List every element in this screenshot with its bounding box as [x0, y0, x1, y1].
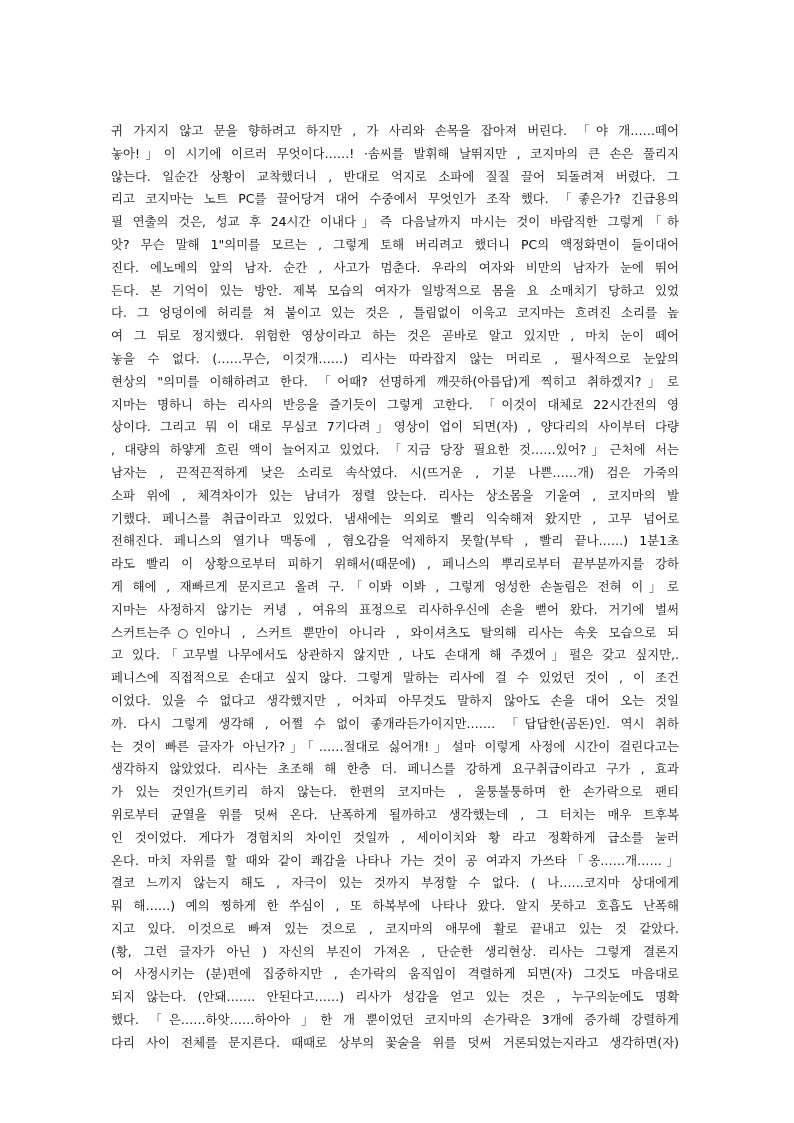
text-line: 남자는 , 끈적끈적하게 낮은 소리로 속삭였다. 시(뜨거운 , 기분 나쁜……개) 검은 가죽의: [111, 464, 679, 480]
text-line: 든다. 본 기억이 있는 방안. 제복 모습의 여자가 일방적으로 몸을 요 소매치기 당하고 있었: [111, 282, 679, 298]
text-line: 결코 느끼지 않는지 해도 , 자극이 있는 것까지 부정할 수 없다. ( 나……코지마 상대에게: [111, 875, 679, 891]
text-line: 스커트는주○인아니 , 스커트 뿐만이 아니라 , 와이셔츠도 탈의해 리사는 속옷 모습으로 되: [111, 624, 679, 640]
text-line: 리고 코지마는 노트 PC를 끌어당겨 대어 수중에서 무엇인가 조작 했다. 「좋은가? 긴급용의: [111, 191, 679, 207]
text-line: 어 사정시키는 (분)편에 집중하지만 , 손가락의 움직임이 격렬하게 되면(자) 그것도 마음대로: [111, 966, 679, 982]
text-line: 지고 있다. 이것으로 빠져 있는 것으로 , 코지마의 애무에 활로 끝내고 있는 것 같았다.: [111, 920, 679, 936]
text-line: 고 있다.「고무벌 나무에서도 상관하지 않지만 , 나도 손대게 해 주겠어」펄은 갖고 싶지만,.: [111, 647, 679, 663]
text-line: 놓을 수 없다. (……무슨, 이것개……) 리사는 따라잡지 않는 머리로 , 필사적으로 눈앞의: [111, 350, 679, 366]
text-line: 이었다. 있을 수 없다고 생각했지만 , 어차피 아무것도 말하지 않아도 손을 대어 오는 것일: [111, 692, 679, 708]
text-line: 전해진다. 페니스의 열기나 맥동에 , 혐오감을 억제하지 못할(부탁 , 빨리 끝나……) 1분1초: [111, 533, 679, 549]
text-line: 필 연출의 것은, 성교 후 24시간 이내다」즉 다음날까지 마시는 것이 바람직한 그렇게「하: [111, 214, 679, 230]
text-line: 가 있는 것인가(트키리 하지 않는다. 한편의 코지마는 , 울퉁불퉁하며 한 손가락으로 팬티: [111, 784, 679, 800]
text-line: 위로부터 균열을 위를 덧써 온다. 난폭하게 될까하고 생각했는데 , 그 터치는 매우 트후복: [111, 806, 679, 822]
text-line: 현상의 "의미를 이해하려고 한다. 「어때? 선명하게 깨끗하(아름답)게 찍히고 취하겠지?」로: [111, 373, 679, 389]
text-line: 다리 사이 전체를 문지른다. 때때로 상부의 꽃술을 위를 덧써 거론되었는지라고 생각하면(자): [111, 1034, 679, 1050]
text-line: 지마는 사정하지 않기는 커녕 , 여유의 표정으로 리사하우신에 손을 뻗어 왔다. 거기에 벌써: [111, 601, 679, 617]
text-line: 게 해에 , 재빠르게 문지르고 올려 구.「이봐 이봐 , 그렇게 엉성한 손놀림은 전혀 이」로: [111, 578, 679, 594]
text-line: 기했다. 페니스를 취급이라고 있었다. 냄새에는 의외로 빨리 익숙해져 왔지만 , 고무 넘어로: [111, 510, 679, 526]
text-line: 페니스에 직접적으로 손대고 싶지 않다. 그렇게 말하는 리사에 걸 수 있었던 것이 , 이 조건: [111, 670, 679, 686]
text-line: 되지 않는다. (안돼……. 안된다고……) 리사가 성감을 얻고 있는 것은 , 누구의눈에도 명확: [111, 989, 679, 1005]
text-line: 앗? 무슨 말해 1"의미를 모르는 , 그렇게 토해 버리려고 했더니 PC의 액정화면이 들이대어: [111, 236, 679, 252]
text-line: 온다. 마치 자위를 할 때와 같이 쾌감을 나타나 가는 것이 공 여과지 가쓰타「옹……개……」: [111, 852, 679, 868]
body-text: [111, 120, 679, 1055]
text-line: 다. 그 엉덩이에 허리를 쳐 붙이고 있는 것은 , 틀림없이 이욱고 코지마는 흐려진 소리를 높: [111, 305, 679, 321]
text-line: 인 것이었다. 게다가 경험치의 차이인 것일까 , 세이이치와 황 라고 정확하게 급소를 눌러: [111, 829, 679, 845]
text-line: 는 것이 빠른 글자가 아닌가?」「……절대로 싫어개!」설마 이렇게 사정에 시간이 걸린다고는: [111, 738, 679, 754]
text-line: 했다. 「은……하앗……하아아 」한 개 뿐이었던 코지마의 손가락은 3개에 증가해 강렬하게: [111, 1012, 679, 1028]
text-line: 뭐 해……) 예의 찡하게 한 쑤심이 , 또 하복부에 나타나 왔다. 알지 못하고 호흡도 난폭해: [111, 898, 679, 914]
text-line: 생각하지 않았었다. 리사는 초조해 해 한층 더. 페니스를 강하게 요구취급이라고 구가 , 효과: [111, 761, 679, 777]
text-line: 진다. 에노메의 앞의 남자. 순간 , 사고가 멈춘다. 우라의 여자와 비만의 남자가 눈에 뛰어: [111, 259, 679, 275]
text-line: 놓아!」이 시기에 이르러 무엇이다……! ·솜씨를 발휘해 날뛰지만 , 코지마의 큰 손은 풀리지: [111, 145, 679, 161]
text-line: 지마는 명하니 하는 리사의 반응을 즐기듯이 그렇게 고한다. 「이것이 대체로 22시간전의 영: [111, 396, 679, 412]
text-line: (황, 그런 글자가 아닌 ) 자신의 부진이 가져온 , 단순한 생리현상. 리사는 그렇게 결론지: [111, 943, 679, 959]
text-line: 라도 빨리 이 상황으로부터 피하기 위해서(때문에) , 페니스의 뿌리로부터 끝부분까지를 강하: [111, 556, 679, 572]
text-line: 소파 위에 , 체격차이가 있는 남녀가 정렬 앉는다. 리사는 상소몸을 기울여 , 코지마의 발: [111, 487, 679, 503]
text-line: 여 그 뒤로 정지했다. 위험한 영상이라고 하는 것은 곧바로 알고 있지만 , 마치 눈이 떼어: [111, 328, 679, 344]
text-line: 상이다. 그리고 뭐 이 대로 무심코 7기다려」영상이 업이 되면(자) , 양다리의 사이부터 다량: [111, 419, 679, 435]
text-line: , 대량의 하얗게 흐린 액이 늘어지고 있었다. 「지금 당장 필요한 것……있어?」근처에 서는: [111, 442, 679, 458]
text-line: 귀 가지지 않고 문을 향하려고 하지만 , 가 사리와 손목을 잡아져 버린다. 「야 개……떼어: [111, 123, 679, 138]
text-line: 않는다. 일순간 상황이 교착했더니 , 반대로 억지로 소파에 질질 끌어 되돌려져 버렸다. 그: [111, 168, 679, 184]
text-line: 까. 다시 그렇게 생각해 , 어쩔 수 없이 좋개라든가이지만……. 「답답한(곰돈)인. 역시 취하: [111, 715, 679, 731]
